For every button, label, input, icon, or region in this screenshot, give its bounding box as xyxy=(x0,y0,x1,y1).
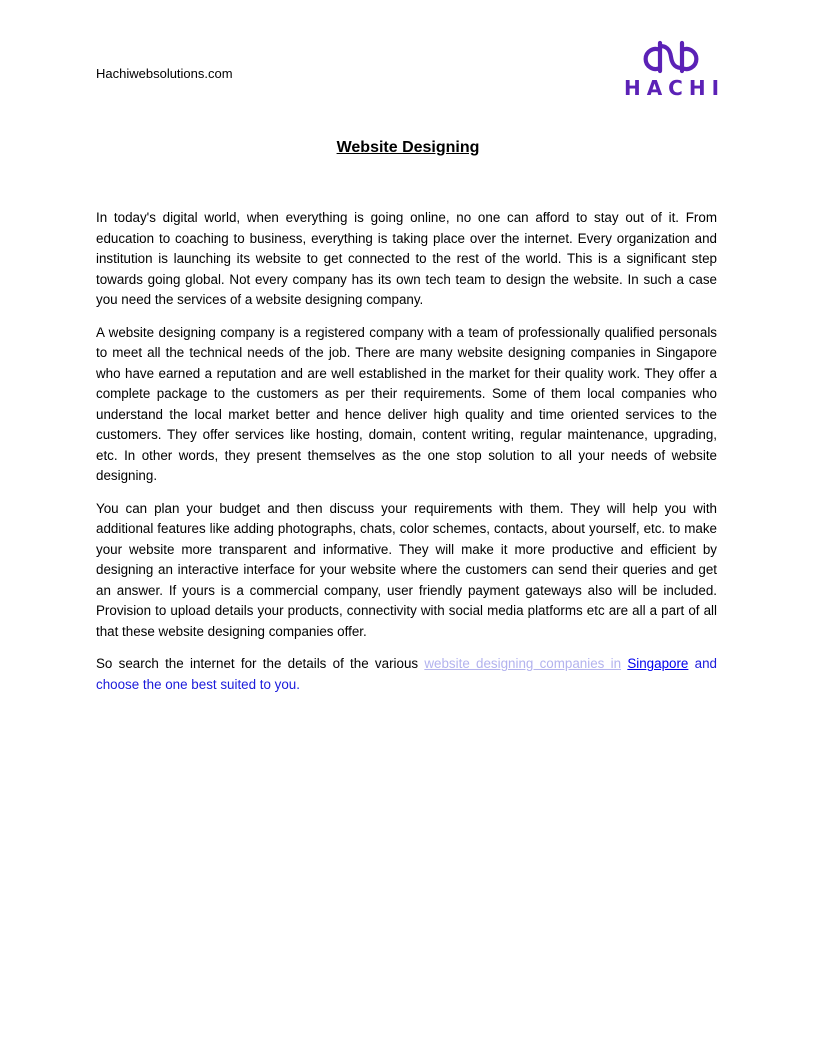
website-designing-companies-link[interactable]: website designing companies in xyxy=(424,656,622,671)
page-title: Website Designing xyxy=(336,139,480,156)
site-url: Hachiwebsolutions.com xyxy=(96,66,233,81)
closing-text: So search the internet for the details of the various xyxy=(96,656,425,671)
hachi-logo-mark-icon xyxy=(636,40,706,74)
paragraph-intro: In today's digital world, when everything is going online, no one can afford to stay out of it. From education to coaching to business, everything is taking place over the internet. Every organization and institution is launching its website to get connected to the rest of the world. This is a significant step towards going global. Not every company has its own tech team to design the website. In such a case you need the services of a website designing company. xyxy=(96,210,717,307)
hachi-logo xyxy=(619,40,726,100)
hachi-logo-wordmark: HACHI xyxy=(623,76,726,100)
singapore-link[interactable]: Singapore xyxy=(627,656,689,671)
paragraph-features: You can plan your budget and then discuss your requirements with them. They will help you with additional features like adding photographs, chats, color schemes, contacts, about yourself, etc. to make your website more transparent and informative. They will make it more productive and efficient by designing an interactive interface for your website where the customers can send their queries and get an answer. If yours is a commercial company, user friendly payment gateways also will be included. Provision to upload details your products, connectivity with social media platforms etc are all a part of all that these website designing companies offer. xyxy=(96,500,717,639)
document-body xyxy=(96,208,717,707)
closing-text-tail: and choose the one best suited to you. xyxy=(96,656,717,692)
paragraph-closing xyxy=(96,654,717,695)
paragraph-company: A website designing company is a registered company with a team of professionally qualified personals to meet all the technical needs of the job. There are many website designing companies in Singapore who have earned a reputation and are well established in the market for their quality work. They offer a complete package to the customers as per their requirements. Some of them local companies who understand the local market better and hence deliver high quality and time oriented services to the customers. They offer services like hosting, domain, content writing, regular maintenance, upgrading, etc. In other words, they present themselves as the one stop solution to all your needs of website designing. xyxy=(96,324,717,483)
